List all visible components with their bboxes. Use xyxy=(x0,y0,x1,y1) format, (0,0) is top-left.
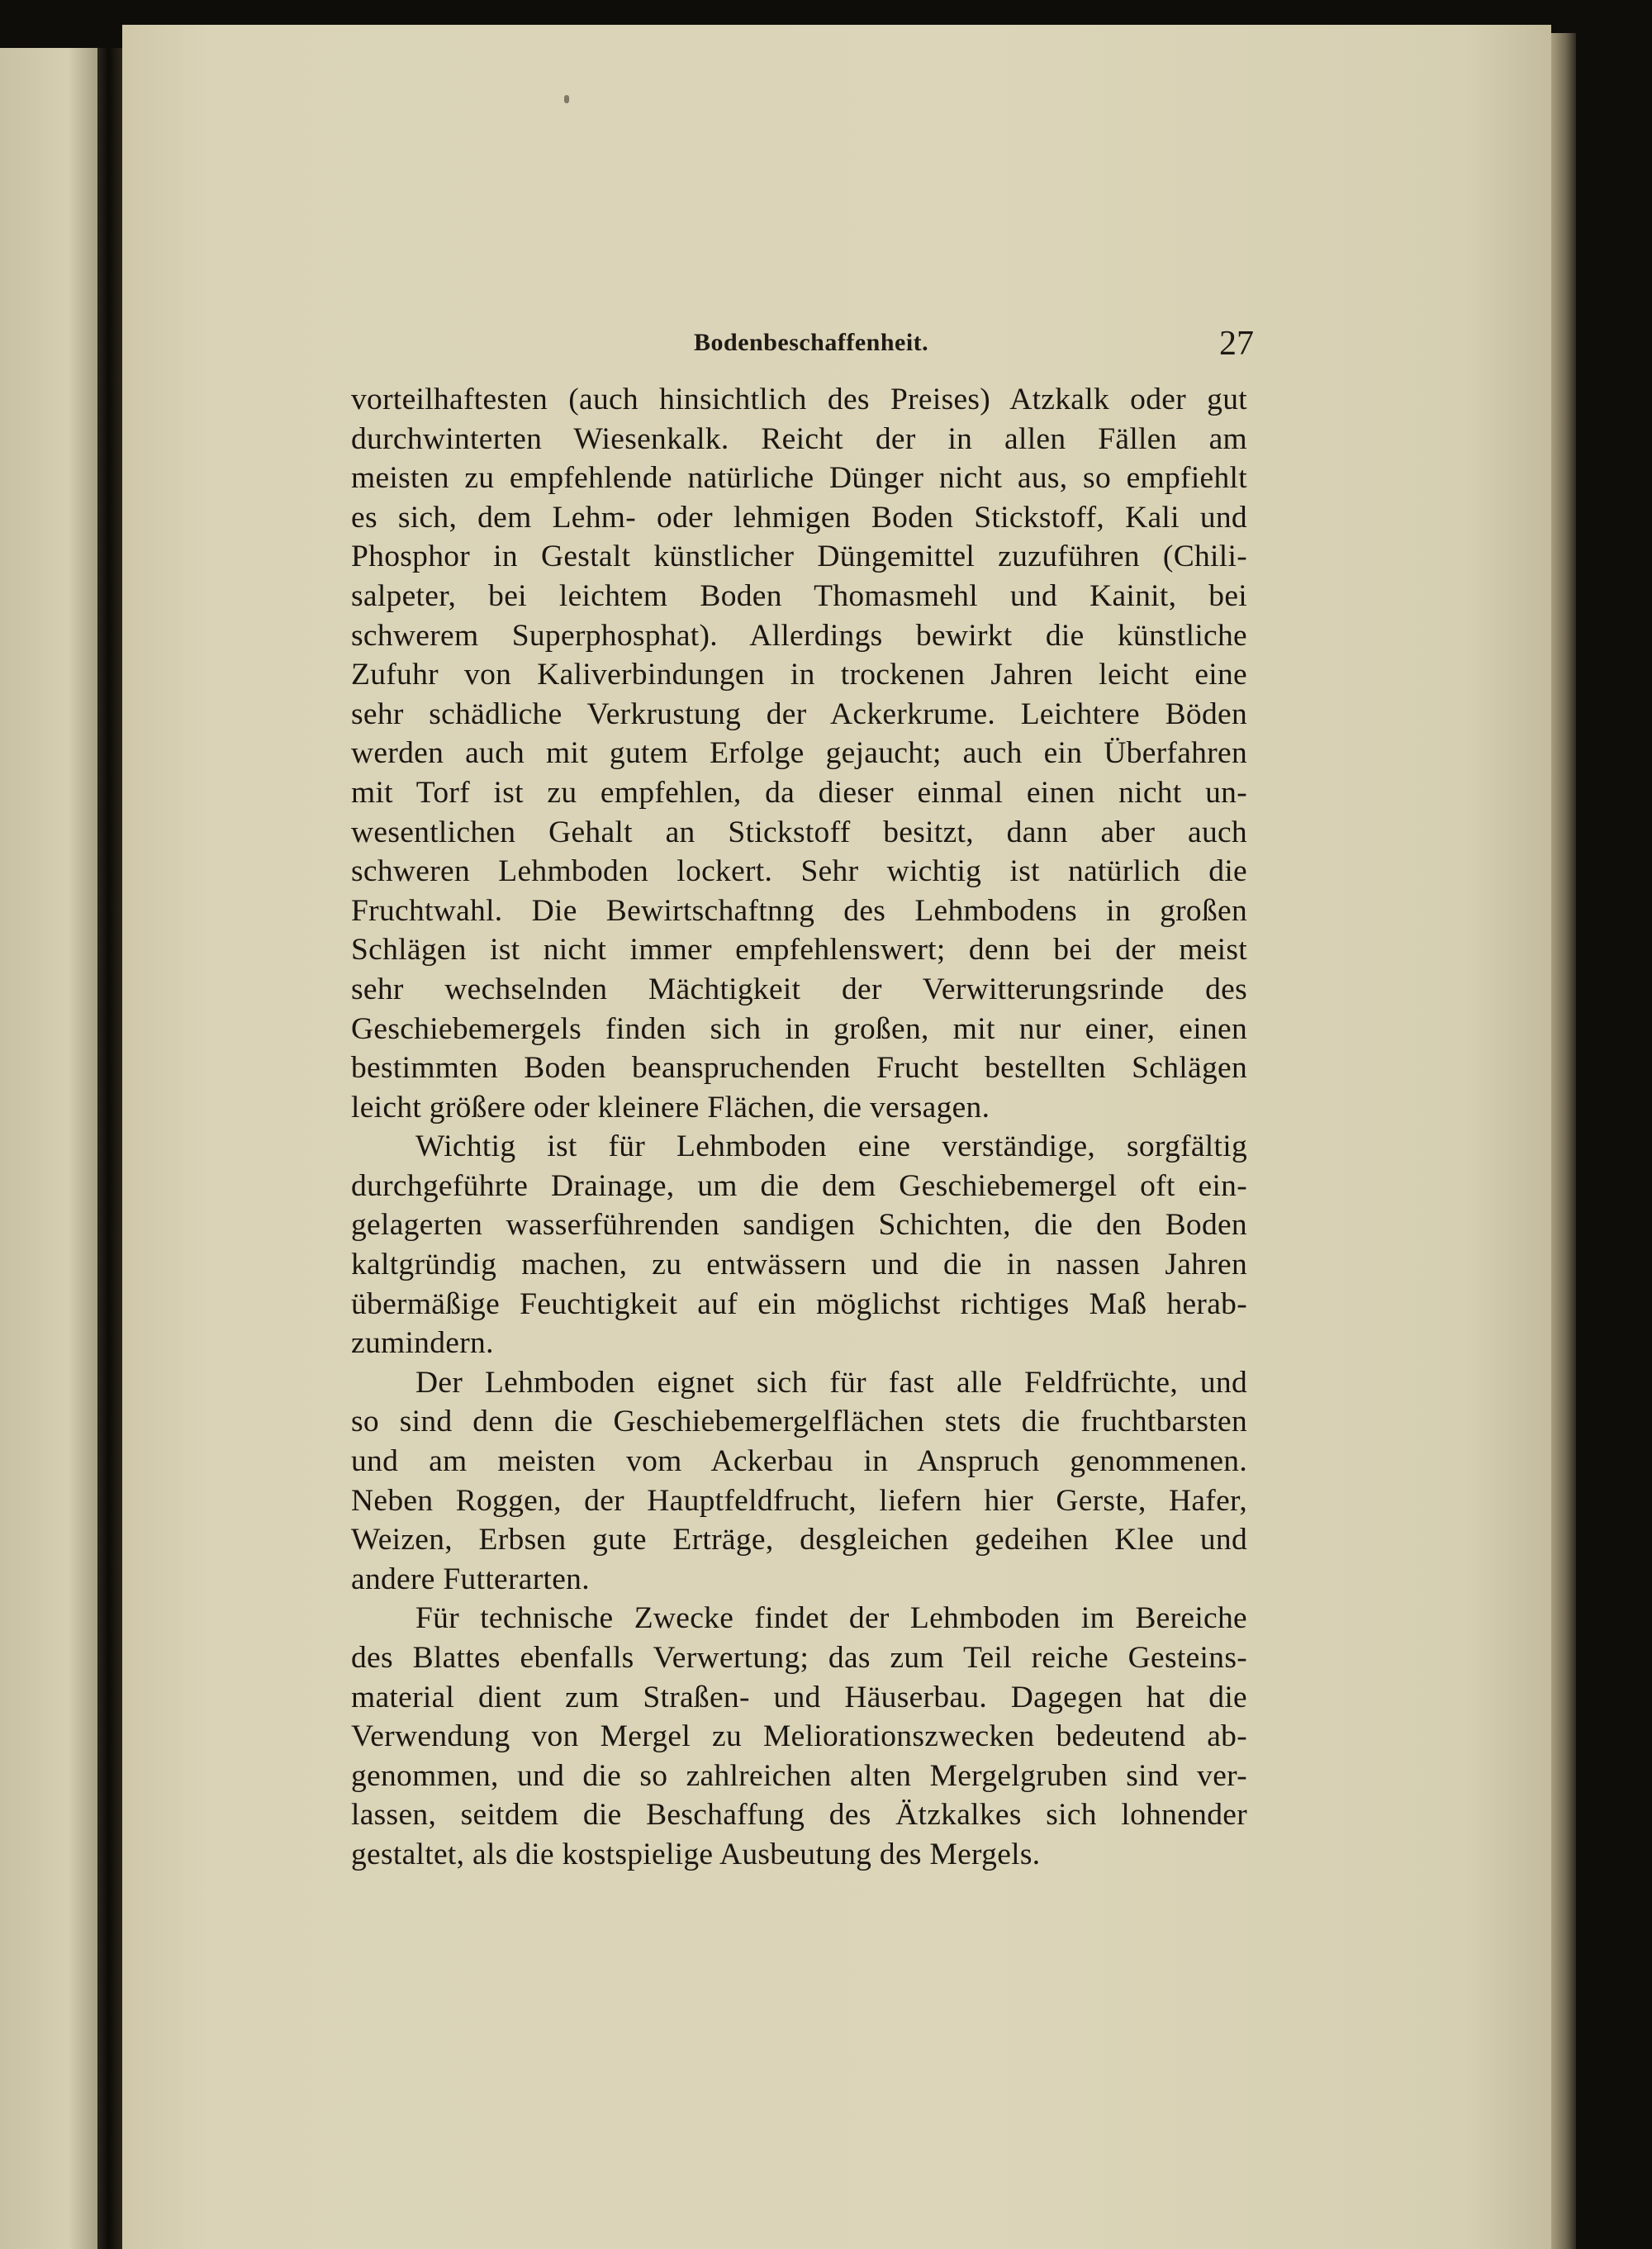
text-line: meisten zu empfehlende natürliche Dünger nicht aus, so empfiehlt xyxy=(351,461,1247,496)
text-line: so sind denn die Geschiebemergelflächen stets die fruchtbarsten xyxy=(351,1405,1247,1439)
text-line: andere Futterarten. xyxy=(351,1562,590,1596)
running-head xyxy=(122,324,1254,373)
text-line: vorteilhaftesten (auch hinsichtlich des Preises) Atzkalk oder gut xyxy=(351,383,1247,416)
book-gutter xyxy=(97,48,122,2249)
paragraph-first-line: Wichtig ist für Lehmboden eine verständige, sorgfältig xyxy=(415,1129,1247,1164)
text-line: leicht größere oder kleinere Flächen, die versagen. xyxy=(351,1090,990,1124)
text-line: Fruchtwahl. Die Bewirtschaftnng des Lehmbodens in großen xyxy=(351,893,1247,928)
page-number: 27 xyxy=(1219,325,1254,363)
text-line: Phosphor in Gestalt künstlicher Düngemittel zuzuführen (Chili- xyxy=(351,540,1247,574)
text-line: lassen, seitdem die Beschaffung des Ätzkalkes sich lohnender xyxy=(351,1798,1247,1833)
text-line: Geschiebemergels finden sich in großen, mit nur einer, einen xyxy=(351,1011,1247,1046)
text-line: wesentlichen Gehalt an Stickstoff besitzt, dann aber auch xyxy=(351,815,1247,849)
text-line: salpeter, bei leichtem Boden Thomasmehl und Kainit, bei xyxy=(351,578,1247,613)
text-line: des Blattes ebenfalls Verwertung; das zum Teil reiche Gesteins- xyxy=(351,1641,1247,1675)
text-line: Weizen, Erbsen gute Erträge, desgleichen gedeihen Klee und xyxy=(351,1523,1247,1557)
text-line: zumindern. xyxy=(351,1326,494,1361)
running-title: Bodenbeschaffenheit. xyxy=(694,329,929,356)
text-line: und am meisten vom Ackerbau in Anspruch genommenen. xyxy=(351,1444,1247,1479)
text-line: sehr wechselnden Mächtigkeit der Verwitterungsrinde des xyxy=(351,972,1247,1006)
text-line: schweren Lehmboden lockert. Sehr wichtig ist natürlich die xyxy=(351,854,1247,889)
text-line: gestaltet, als die kostspielige Ausbeutung des Mergels. xyxy=(351,1837,1041,1871)
text-line: genommen, und die so zahlreichen alten Mergelgruben sind ver- xyxy=(351,1758,1247,1793)
text-line: material dient zum Straßen- und Häuserbau. Dagegen hat die xyxy=(351,1680,1247,1714)
text-line: durchwinterten Wiesenkalk. Reicht der in allen Fällen am xyxy=(351,421,1247,456)
text-line: Verwendung von Mergel zu Meliorationszwecken bedeutend ab- xyxy=(351,1719,1247,1754)
paragraph-first-line: Für technische Zwecke findet der Lehmboden im Bereiche xyxy=(415,1601,1247,1636)
text-line: sehr schädliche Verkrustung der Ackerkrume. Leichtere Böden xyxy=(351,697,1247,731)
text-line: bestimmten Boden beanspruchenden Frucht bestellten Schlägen xyxy=(351,1051,1247,1086)
text-line: Schlägen ist nicht immer empfehlenswert; denn bei der meist xyxy=(351,933,1247,968)
body-text xyxy=(351,380,1247,1875)
text-line: Neben Roggen, der Hauptfeldfrucht, liefern hier Gerste, Hafer, xyxy=(351,1483,1247,1518)
text-line: werden auch mit gutem Erfolge gejaucht; auch ein Überfahren xyxy=(351,736,1247,771)
text-line: es sich, dem Lehm- oder lehmigen Boden Stickstoff, Kali und xyxy=(351,500,1247,535)
paragraph-first-line: Der Lehmboden eignet sich für fast alle Feldfrüchte, und xyxy=(415,1365,1247,1400)
text-line: Zufuhr von Kaliverbindungen in trockenen Jahren leicht eine xyxy=(351,658,1247,692)
text-line: mit Torf ist zu empfehlen, da dieser einmal einen nicht un- xyxy=(351,775,1247,810)
text-line: schwerem Superphosphat). Allerdings bewirkt die künstliche xyxy=(351,618,1247,653)
right-page-edge xyxy=(1551,33,1576,2249)
text-line: übermäßige Feuchtigkeit auf ein möglichst richtiges Maß herab- xyxy=(351,1286,1247,1321)
left-page-edge xyxy=(0,48,97,2249)
text-line: kaltgründig machen, zu entwässern und die in nassen Jahren xyxy=(351,1248,1247,1282)
text-line: durchgeführte Drainage, um die dem Geschiebemergel oft ein- xyxy=(351,1168,1247,1203)
paper-speck xyxy=(564,95,569,103)
text-line: gelagerten wasserführenden sandigen Schichten, die den Boden xyxy=(351,1208,1247,1243)
